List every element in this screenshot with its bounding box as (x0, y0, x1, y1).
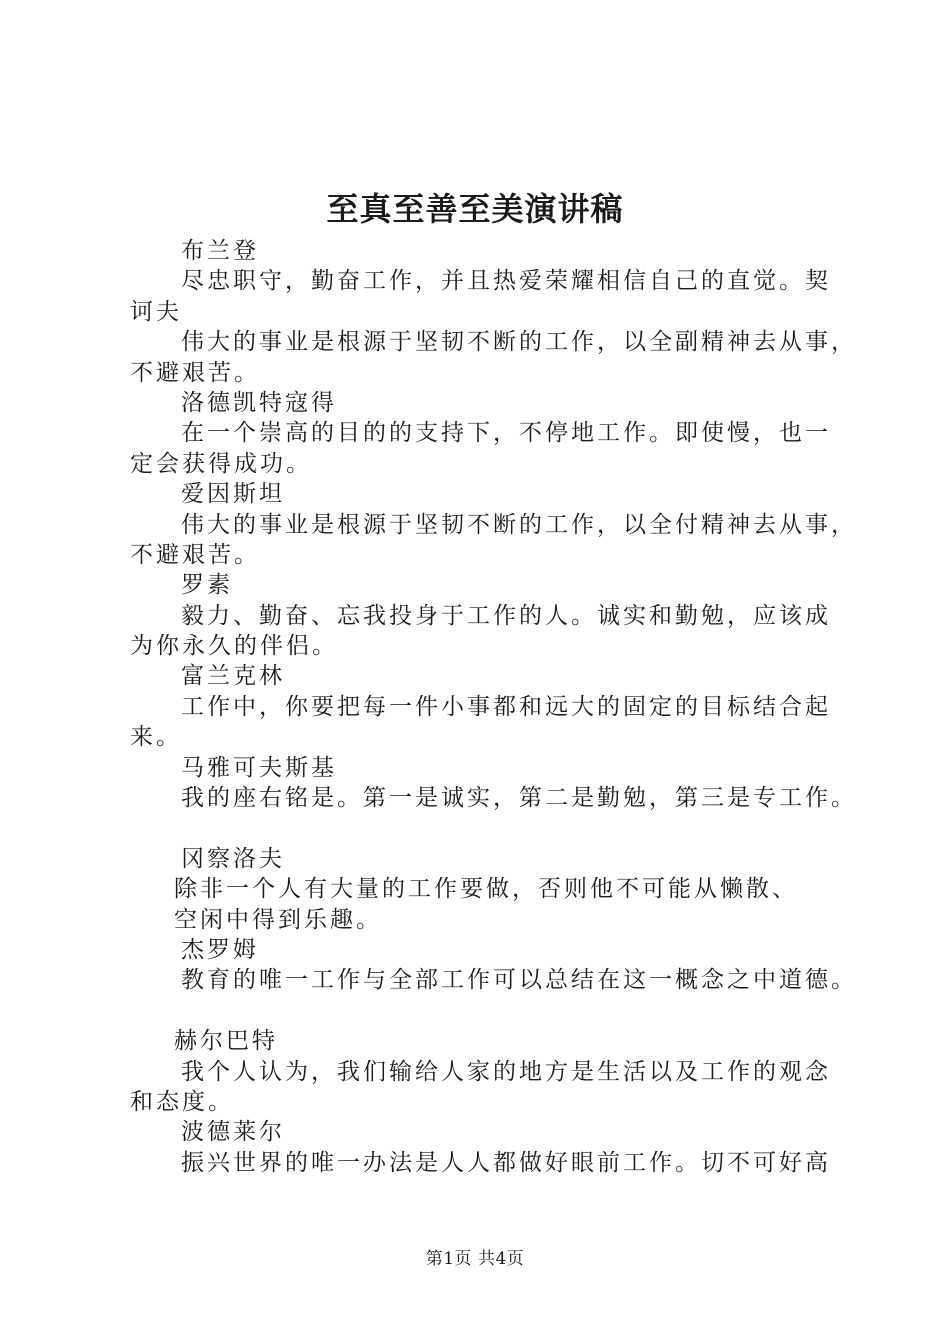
quote-line: 我个人认为，我们输给人家的地方是生活以及工作的观念 (181, 1058, 831, 1085)
quote-line: 空闲中得到乐趣。 (174, 906, 382, 933)
author-line: 波德莱尔 (181, 1119, 285, 1146)
author-line: 马雅可夫斯基 (181, 754, 337, 781)
quote-line: 定会获得成功。 (130, 450, 312, 477)
author-line: 布兰登 (181, 238, 259, 264)
quote-line: 我的座右铭是。第一是诚实，第二是勤勉，第三是专工作。 (181, 785, 857, 812)
quote-line: 来。 (130, 724, 182, 751)
quote-line: 工作中，你要把每一件小事都和远大的固定的目标结合起 (181, 693, 831, 720)
quote-line: 和态度。 (130, 1088, 234, 1115)
author-line: 赫尔巴特 (174, 1028, 278, 1055)
author-line: 富兰克林 (181, 663, 285, 690)
author-line: 罗素 (181, 572, 233, 599)
author-line: 洛德凯特寇得 (181, 389, 337, 416)
quote-line: 伟大的事业是根源于坚韧不断的工作，以全副精神去从事， (181, 329, 857, 356)
page-footer: 第1页 共4页 (425, 1249, 525, 1269)
quote-line: 除非一个人有大量的工作要做，否则他不可能从懒散、 (174, 876, 798, 903)
quote-line: 不避艰苦。 (130, 359, 260, 386)
quote-line: 振兴世界的唯一办法是人人都做好眼前工作。切不可好高 (181, 1149, 831, 1176)
quote-line: 伟大的事业是根源于坚韧不断的工作，以全付精神去从事， (181, 511, 857, 538)
blank-line (130, 996, 835, 1026)
document-body (130, 236, 857, 1178)
quote-line: 为你永久的伴侣。 (130, 633, 338, 660)
quote-line: 尽忠职守，勤奋工作，并且热爱荣耀相信自己的直觉。契 (181, 268, 831, 295)
quote-line: 不避艰苦。 (130, 541, 260, 568)
quote-line: 教育的唯一工作与全部工作可以总结在这一概念之中道德。 (181, 967, 857, 994)
quote-line: 诃夫 (130, 298, 182, 325)
author-line: 杰罗姆 (181, 936, 259, 963)
author-line: 冈察洛夫 (181, 845, 285, 872)
blank-line (130, 813, 835, 843)
author-line: 爱因斯坦 (181, 481, 285, 508)
quote-line: 在一个崇高的目的的支持下，不停地工作。即使慢，也一 (181, 420, 831, 447)
page-title: 至真至善至美演讲稿 (326, 190, 624, 228)
quote-line: 毅力、勤奋、忘我投身于工作的人。诚实和勤勉，应该成 (181, 602, 831, 629)
